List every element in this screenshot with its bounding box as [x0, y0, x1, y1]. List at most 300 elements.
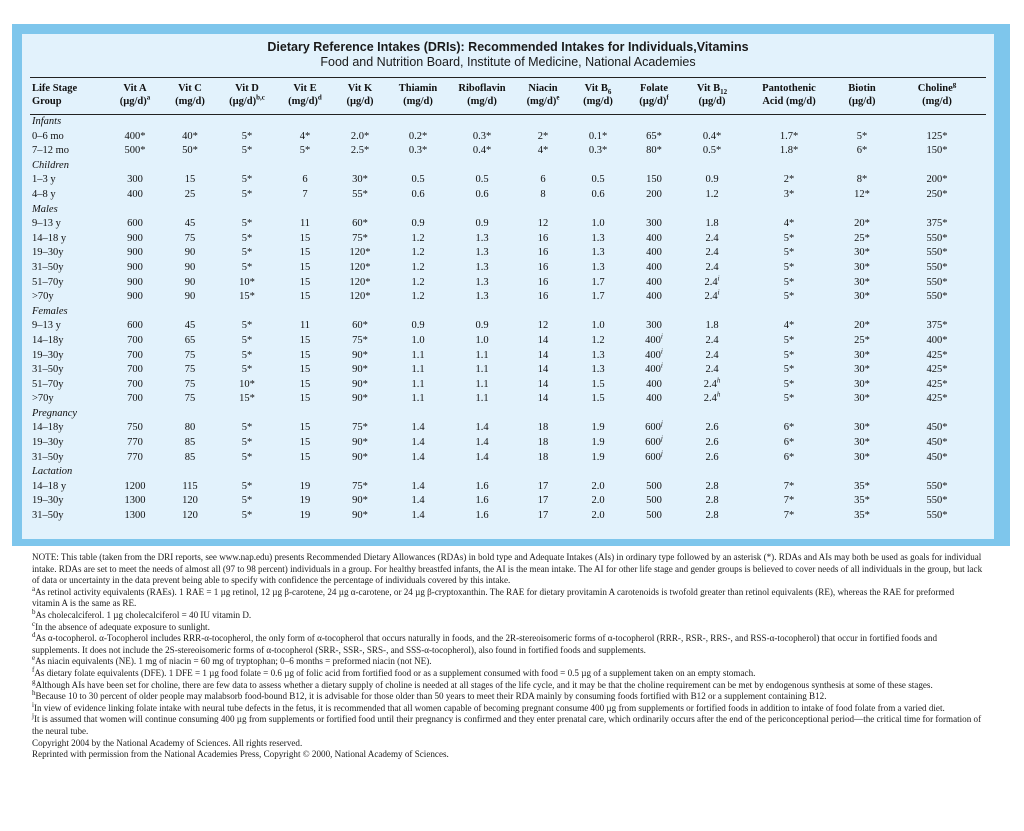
value-cell: 75 [184, 364, 196, 376]
column-header-subscript: 12 [720, 88, 728, 97]
value-cell: 5* [241, 174, 253, 186]
value-cell: 1.0 [591, 320, 605, 332]
value-cell: 18 [537, 437, 549, 449]
value-cell: 900 [127, 291, 143, 303]
value-cell: 700 [127, 349, 143, 361]
value-cell: 5* [241, 495, 253, 507]
table-row [30, 261, 986, 276]
value-cell: 1.4 [411, 437, 425, 449]
footnote-text: In the absence of adequate exposure to sunlight. [35, 621, 210, 632]
value-cell: 85 [184, 437, 196, 449]
value-cell: 2.4 [705, 247, 719, 259]
value-cell: 550* [926, 261, 948, 273]
column-header-line2: (µg/d) [346, 96, 374, 107]
column-header-line1: Vit C [178, 83, 202, 94]
value-cell: 770 [127, 437, 143, 449]
value-cell: 5* [241, 188, 253, 200]
value-cell: 900 [127, 276, 143, 288]
column-header [742, 80, 836, 115]
value-cell: 1.2 [411, 247, 425, 259]
value-cell: 5* [783, 291, 795, 303]
value-cell: 1.8 [705, 320, 719, 332]
value-cell: 1.8 [705, 218, 719, 230]
footnotes-section [32, 552, 984, 761]
column-header-line2: (µg/d) [698, 96, 726, 107]
footnote-mark: d [32, 631, 36, 640]
value-cell: 150* [926, 145, 948, 157]
value-cell: 30* [854, 364, 870, 376]
column-header [626, 80, 682, 115]
page-subtitle: Food and Nutrition Board, Institute of Medicine, National Academies [320, 55, 696, 69]
column-header-line2: (mg/d) [288, 96, 318, 107]
life-stage-cell: 0–6 mo [32, 130, 64, 142]
value-cell: 375* [926, 218, 948, 230]
section-row [30, 407, 986, 422]
footnote-mark: f [32, 665, 35, 674]
value-cell: 0.3* [472, 130, 492, 142]
footnote-mark: a [32, 584, 36, 593]
column-header [516, 80, 570, 115]
table-row [30, 246, 986, 261]
value-cell: 550* [926, 232, 948, 244]
footnote-text: As cholecalciferol. 1 µg cholecalciferol = 40 IU vitamin D. [35, 609, 252, 620]
value-cell: 75* [352, 422, 368, 434]
value-cell: 2.8 [705, 510, 719, 522]
section-row [30, 203, 986, 218]
value-cell: 1.7 [591, 276, 605, 288]
column-header [682, 80, 742, 115]
value-cell: 450* [926, 437, 948, 449]
value-cell: 5* [783, 247, 795, 259]
section-label: Children [32, 159, 69, 171]
value-cell: 90* [352, 437, 368, 449]
value-cell: 15 [299, 364, 311, 376]
value-cell: 1300 [124, 510, 146, 522]
column-header-line1: Vit D [235, 83, 259, 94]
value-cell: 900 [127, 232, 143, 244]
value-cell: 5* [783, 364, 795, 376]
column-header-line2: (µg/d) [848, 96, 876, 107]
table-note [32, 552, 984, 587]
table-top-rule [30, 77, 986, 78]
value-cell: 300 [646, 218, 662, 230]
value-cell: 1.4 [411, 422, 425, 434]
value-cell: 5* [241, 334, 253, 346]
section-label: Females [32, 305, 68, 317]
value-cell: 375* [926, 320, 948, 332]
value-cell: 600$^j$ [645, 434, 663, 449]
value-cell: 5* [241, 261, 253, 273]
value-cell: 600$^j$ [645, 449, 663, 463]
value-cell: 1.4 [475, 451, 489, 463]
value-cell: 2.5* [350, 145, 370, 157]
value-cell: 30* [854, 349, 870, 361]
value-cell: 900 [127, 261, 143, 273]
table-row [30, 188, 986, 203]
value-cell: 1.2 [411, 291, 425, 303]
value-cell: 17 [537, 495, 549, 507]
table-row [30, 436, 986, 451]
life-stage-cell: 9–13 y [32, 320, 61, 332]
value-cell: 400 [646, 393, 662, 405]
footnote-text: As α-tocopherol. α-Tocopherol includes RRR-α-tocopherol, the only form of α-tocopherol that occurs naturally in foods, and the 2R-stereoisomeric forms of α-tocopherol (RRR-, RSR-, RRS-, and RSS-α-tocopherol) that occur in fortified foods and supplements. It does not include the 2S-stereoisomeric forms of α-tocopherol (SRR-, SSR-, SRS-, and SSS-α-tocopherol), also found in fortified foods and supplements. [32, 633, 938, 655]
table-body [30, 115, 986, 524]
value-cell: 2.8 [705, 495, 719, 507]
value-cell: 12 [537, 320, 549, 332]
column-header-line1: Niacin [528, 83, 558, 94]
footnote [32, 714, 984, 737]
value-cell: 1.0 [591, 218, 605, 230]
value-cell: 16 [537, 247, 549, 259]
value-cell: 400$^i$ [645, 361, 663, 376]
value-cell: 0.9 [705, 174, 719, 186]
value-cell: 5* [241, 320, 253, 332]
value-cell: 4* [783, 218, 795, 230]
value-cell: 1200 [124, 480, 146, 492]
footnote-mark: i [32, 700, 34, 709]
value-cell: 30* [854, 393, 870, 405]
footnote-text: In view of evidence linking folate intake with neural tube defects in the fetus, it is recommended that all women capable of becoming pregnant consume 400 µg from supplements or fortified foods in addition to intake of food folate from a varied diet. [33, 702, 945, 713]
life-stage-cell: 31–50y [32, 451, 64, 463]
column-header-line1: Vit B [696, 83, 721, 94]
value-cell: 4* [537, 145, 549, 157]
table-row [30, 319, 986, 334]
value-cell: 60* [352, 320, 368, 332]
value-cell: 0.6 [591, 188, 605, 200]
value-cell: 17 [537, 480, 549, 492]
column-header [836, 80, 888, 115]
value-cell: 1.6 [475, 495, 489, 507]
table-header-row [30, 80, 986, 115]
table-row [30, 217, 986, 232]
value-cell: 2.0* [350, 130, 370, 142]
page-title: Dietary Reference Intakes (DRIs): Recommended Intakes for Individuals,Vitamins [267, 40, 749, 54]
life-stage-cell: 9–13 y [32, 218, 61, 230]
value-cell: 900 [127, 247, 143, 259]
value-cell: 1.4 [411, 510, 425, 522]
value-cell: 65* [646, 130, 662, 142]
value-cell: 0.6 [475, 188, 489, 200]
value-cell: 14 [537, 393, 549, 405]
section-label: Infants [32, 116, 62, 127]
value-cell: 2.4 [705, 364, 719, 376]
value-cell: 2.0 [591, 480, 605, 492]
value-cell: 0.4* [702, 130, 722, 142]
value-cell: 30* [854, 378, 870, 390]
value-cell: 0.4* [472, 145, 492, 157]
value-cell: 0.5 [591, 174, 605, 186]
column-header-superscript: g [952, 80, 957, 89]
value-cell: 1.9 [591, 451, 605, 463]
value-cell: 30* [854, 422, 870, 434]
value-cell: 1.6 [475, 510, 489, 522]
value-cell: 2.4$^h$ [703, 376, 721, 390]
value-cell: 35* [854, 510, 870, 522]
value-cell: 1.0 [475, 334, 489, 346]
value-cell: 30* [352, 174, 368, 186]
value-cell: 450* [926, 451, 948, 463]
section-label: Lactation [32, 466, 73, 478]
value-cell: 90* [352, 364, 368, 376]
value-cell: 5* [241, 422, 253, 434]
value-cell: 425* [926, 393, 948, 405]
value-cell: 35* [854, 495, 870, 507]
value-cell: 15 [299, 378, 311, 390]
value-cell: 20* [854, 320, 870, 332]
value-cell: 400 [646, 232, 662, 244]
footnote-text: As niacin equivalents (NE). 1 mg of niacin = 60 mg of tryptophan; 0–6 months = preformed niacin (not NE). [35, 656, 432, 667]
value-cell: 2.4 [705, 261, 719, 273]
value-cell: 2.4 [705, 334, 719, 346]
value-cell: 550* [926, 510, 948, 522]
value-cell: 1.2 [411, 261, 425, 273]
value-cell: 2.0 [591, 510, 605, 522]
value-cell: 1.3 [591, 232, 605, 244]
value-cell: 5* [241, 510, 253, 522]
copyright-line: Copyright 2004 by the National Academy of Sciences. All rights reserved. [32, 737, 303, 748]
value-cell: 2.6 [705, 422, 719, 434]
value-cell: 1.4 [411, 480, 425, 492]
life-stage-cell: 1–3 y [32, 174, 56, 186]
life-stage-cell: 14–18y [32, 422, 64, 434]
value-cell: 15* [239, 393, 255, 405]
value-cell: 1.9 [591, 422, 605, 434]
life-stage-cell: 19–30y [32, 349, 64, 361]
value-cell: 425* [926, 349, 948, 361]
value-cell: 15 [299, 232, 311, 244]
value-cell: 120* [349, 276, 371, 288]
value-cell: 15 [299, 247, 311, 259]
value-cell: 1.3 [475, 232, 489, 244]
value-cell: 1.3 [475, 247, 489, 259]
value-cell: 400 [127, 188, 143, 200]
value-cell: 15 [299, 349, 311, 361]
footnote-mark: g [32, 677, 36, 686]
value-cell: 15 [299, 437, 311, 449]
value-cell: 400$^i$ [645, 347, 663, 361]
column-header [164, 80, 216, 115]
value-cell: 550* [926, 247, 948, 259]
value-cell: 700 [127, 364, 143, 376]
value-cell: 5* [783, 261, 795, 273]
life-stage-cell: 51–70y [32, 276, 64, 288]
value-cell: 1.3 [475, 276, 489, 288]
footnote-text: As dietary folate equivalents (DFE). 1 DFE = 1 µg food folate = 0.6 µg of folic acid from fortified food or as a supplement consumed with food = 0.5 µg of a supplement taken on an empty stomach. [34, 667, 756, 678]
value-cell: 30* [854, 451, 870, 463]
value-cell: 15 [299, 276, 311, 288]
value-cell: 2.4$^i$ [704, 274, 720, 288]
value-cell: 0.9 [411, 320, 425, 332]
value-cell: 425* [926, 364, 948, 376]
value-cell: 2.6 [705, 451, 719, 463]
value-cell: 450* [926, 422, 948, 434]
value-cell: 200 [646, 188, 662, 200]
life-stage-cell: 14–18 y [32, 232, 67, 244]
value-cell: 75* [352, 232, 368, 244]
value-cell: 1.1 [411, 349, 425, 361]
value-cell: 0.2* [408, 130, 428, 142]
value-cell: 90* [352, 393, 368, 405]
table-row [30, 363, 986, 378]
value-cell: 80 [184, 422, 196, 434]
value-cell: 600 [127, 218, 143, 230]
value-cell: 15 [299, 291, 311, 303]
value-cell: 25* [854, 334, 870, 346]
value-cell: 5* [299, 145, 311, 157]
value-cell: 500 [646, 510, 662, 522]
value-cell: 120 [182, 510, 198, 522]
column-header [570, 80, 626, 115]
value-cell: 0.5 [411, 174, 425, 186]
value-cell: 425* [926, 378, 948, 390]
value-cell: 2.4 [705, 349, 719, 361]
value-cell: 16 [537, 276, 549, 288]
value-cell: 4* [299, 130, 311, 142]
value-cell: 8* [856, 174, 868, 186]
footnote-list [32, 584, 984, 738]
value-cell: 5* [241, 364, 253, 376]
reprint-line: Reprinted with permission from the National Academies Press, Copyright © 2000, National Academy of Sciences. [32, 749, 449, 760]
value-cell: 400 [646, 247, 662, 259]
value-cell: 120 [182, 495, 198, 507]
value-cell: 5* [783, 276, 795, 288]
value-cell: 2.0 [591, 495, 605, 507]
value-cell: 1.3 [475, 291, 489, 303]
value-cell: 1.0 [411, 334, 425, 346]
value-cell: 2.8 [705, 480, 719, 492]
value-cell: 2* [783, 174, 795, 186]
value-cell: 2.4 [705, 232, 719, 244]
value-cell: 0.9 [411, 218, 425, 230]
value-cell: 75* [352, 334, 368, 346]
value-cell: 5* [783, 378, 795, 390]
value-cell: 75* [352, 480, 368, 492]
value-cell: 15 [299, 334, 311, 346]
value-cell: 2* [537, 130, 549, 142]
value-cell: 30* [854, 261, 870, 273]
value-cell: 3* [783, 188, 795, 200]
footnote-text: It is assumed that women will continue consuming 400 µg from supplements or fortified food until their pregnancy is confirmed and they enter prenatal care, which ordinarily occurs after the end of the periconceptional period—the critical time for formation of the neural tube. [32, 714, 982, 736]
value-cell: 600$^j$ [645, 419, 663, 434]
value-cell: 0.3* [408, 145, 428, 157]
column-header-line2: (µg/d) [639, 96, 667, 107]
value-cell: 18 [537, 451, 549, 463]
value-cell: 25 [184, 188, 196, 200]
value-cell: 45 [184, 218, 196, 230]
life-stage-cell: 14–18 y [32, 480, 67, 492]
table-row [30, 144, 986, 159]
value-cell: 200* [926, 174, 948, 186]
value-cell: 1.2 [411, 276, 425, 288]
value-cell: 1.2 [591, 334, 605, 346]
value-cell: 500* [124, 145, 146, 157]
value-cell: 75 [184, 393, 196, 405]
column-header-footnote-mark: d [317, 93, 322, 102]
value-cell: 20* [854, 218, 870, 230]
column-header-line1: Thiamin [398, 83, 438, 94]
footnote [32, 700, 984, 715]
value-cell: 400* [926, 334, 948, 346]
value-cell: 5* [241, 130, 253, 142]
value-cell: 50* [182, 145, 198, 157]
value-cell: 7 [302, 188, 308, 200]
value-cell: 90* [352, 349, 368, 361]
column-header-line1: Vit E [293, 83, 317, 94]
column-header [388, 80, 448, 115]
column-header-line2: Acid (mg/d) [762, 96, 816, 107]
dri-vitamins-table [30, 80, 986, 524]
value-cell: 150 [646, 174, 662, 186]
value-cell: 15 [299, 422, 311, 434]
life-stage-cell: 31–50y [32, 261, 64, 273]
value-cell: 1.3 [591, 261, 605, 273]
value-cell: 750 [127, 422, 143, 434]
footnote-mark: j [32, 712, 34, 721]
value-cell: 4* [783, 320, 795, 332]
value-cell: 30* [854, 276, 870, 288]
value-cell: 90* [352, 495, 368, 507]
life-stage-cell: 31–50y [32, 364, 64, 376]
value-cell: 14 [537, 364, 549, 376]
value-cell: 1.3 [591, 349, 605, 361]
value-cell: 1.1 [475, 364, 489, 376]
value-cell: 75 [184, 349, 196, 361]
value-cell: 550* [926, 495, 948, 507]
value-cell: 90 [184, 247, 196, 259]
value-cell: 1.3 [591, 247, 605, 259]
value-cell: 1.1 [475, 378, 489, 390]
column-header-footnote-mark: f [666, 93, 669, 102]
value-cell: 16 [537, 261, 549, 273]
value-cell: 35* [854, 480, 870, 492]
value-cell: 7* [783, 510, 795, 522]
column-header-line2: (mg/d) [403, 96, 433, 107]
table-row [30, 276, 986, 291]
value-cell: 14 [537, 334, 549, 346]
value-cell: 1.7 [591, 291, 605, 303]
value-cell: 1.5 [591, 378, 605, 390]
value-cell: 1.2 [411, 232, 425, 244]
life-stage-cell: 51–70y [32, 378, 64, 390]
value-cell: 12* [854, 188, 870, 200]
value-cell: 5* [241, 247, 253, 259]
value-cell: 65 [184, 334, 196, 346]
life-stage-cell: 19–30y [32, 495, 64, 507]
value-cell: 15* [239, 291, 255, 303]
value-cell: 1.6 [475, 480, 489, 492]
column-header-line2: (mg/d) [467, 96, 497, 107]
value-cell: 14 [537, 378, 549, 390]
value-cell: 1.4 [411, 495, 425, 507]
value-cell: 55* [352, 188, 368, 200]
column-header [888, 80, 986, 115]
column-header-footnote-mark: e [556, 93, 560, 102]
value-cell: 8 [540, 188, 546, 200]
value-cell: 1.8* [779, 145, 799, 157]
value-cell: 90 [184, 276, 196, 288]
value-cell: 5* [241, 349, 253, 361]
footnote [32, 677, 984, 692]
value-cell: 5* [241, 232, 253, 244]
value-cell: 550* [926, 480, 948, 492]
life-stage-cell: >70y [32, 291, 54, 303]
column-header-line1: Life Stage [32, 83, 78, 94]
value-cell: 400 [646, 291, 662, 303]
footnote [32, 584, 984, 610]
section-label: Pregnancy [32, 407, 78, 419]
value-cell: 550* [926, 291, 948, 303]
value-cell: 6* [783, 437, 795, 449]
